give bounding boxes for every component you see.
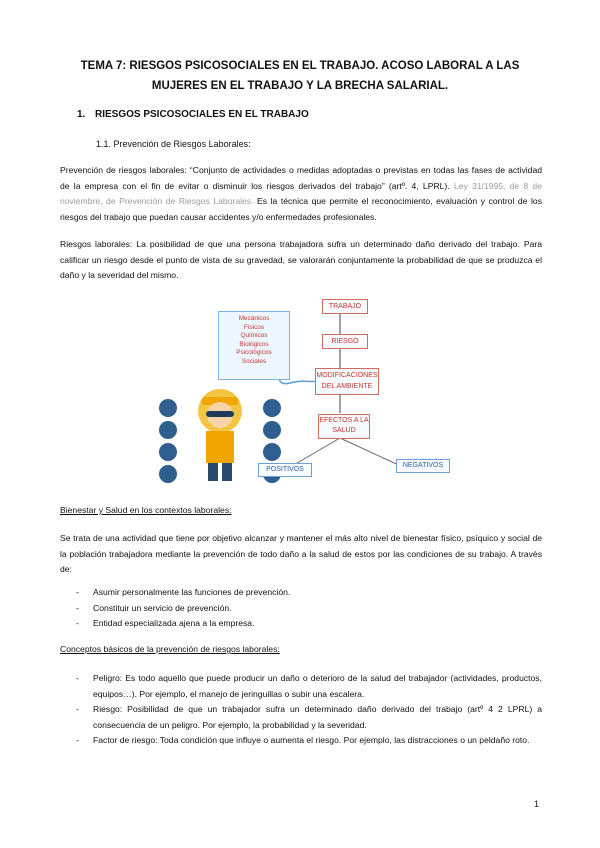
risk-type: Biológicos	[239, 340, 269, 348]
list-item: - Peligro: Es todo aquello que puede producir un daño o deterioro de la salud del trabajador (actividades, productos, equipos…). Por ejemplo, el manejo de jeringuillas o subir una escalera.	[60, 671, 542, 702]
node-trabajo: TRABAJO	[322, 299, 368, 314]
worker-illustration	[198, 389, 242, 481]
subsection-heading: 1.1. Prevención de Riesgos Laborales:	[96, 139, 251, 149]
section-number: 1.	[77, 109, 86, 120]
node-modificaciones: MODIFICACIONES DEL AMBIENTE	[315, 368, 379, 395]
paragraph-tail: Es la técnica que permite el reconocimiento, evaluación y control de los riesgos del trabajo que puedan causar accidentes y/o enfermedades profesionales.	[60, 196, 542, 222]
paragraph-prevencion	[60, 163, 542, 225]
list-item: - Entidad especializada ajena a la empresa.	[60, 616, 542, 632]
section-heading-conceptos: Conceptos básicos de la prevención de riesgos laborales:	[60, 644, 280, 654]
list-item: - Riesgo: Posibilidad de que un trabajador sufra un determinado daño derivado del trabajo (artº 4 2 LPRL) a consecuencia de un peligro. Por ejemplo, la probabilidad y la severidad.	[60, 702, 542, 733]
paragraph-bienestar: Se trata de una actividad que tiene por objetivo alcanzar y mantener el más alto nivel de bienestar físico, psíquico y social de la población trabajadora mediante la prevención de todo daño a la salud de estos por las condiciones de su trabajo. A través de:	[60, 533, 542, 574]
list-item: - Constituir un servicio de prevención.	[60, 601, 542, 617]
risk-type: Sociales	[241, 357, 267, 365]
paragraph-riesgos: Riesgos laborales: La posibilidad de que una persona trabajadora sufra un determinado daño derivado del trabajo. Para calificar un riesgo desde el punto de vista de su gravedad, se valorarán conjuntamente la probabilidad de que se produzca el daño y la severidad del mismo.	[60, 239, 542, 280]
conceptos-list	[60, 671, 542, 749]
risk-type: Físicos	[243, 323, 265, 331]
law-reference: Ley 31/1995, de 8 de noviembre, de Prevención de Riesgos Laborales.	[60, 180, 542, 206]
node-efectos: EFECTOS A LA SALUD	[318, 414, 370, 439]
section-title: RIESGOS PSICOSOCIALES EN EL TRABAJO	[95, 109, 309, 120]
bienestar-list	[60, 585, 542, 632]
risk-diagram	[150, 293, 450, 488]
page-number: 1	[534, 799, 540, 809]
paragraph-label: Prevención de riesgos laborales:	[60, 165, 187, 175]
node-negativos: NEGATIVOS	[396, 459, 450, 473]
list-item: - Asumir personalmente las funciones de prevención.	[60, 585, 542, 601]
section-heading-bienestar: Bienestar y Salud en los contextos laborales:	[60, 505, 232, 515]
node-positivos: POSITIVOS	[258, 463, 312, 477]
section-heading-1	[77, 109, 309, 120]
document-title: TEMA 7: RIESGOS PSICOSOCIALES EN EL TRABAJO. ACOSO LABORAL A LAS MUJERES EN EL TRABAJO Y LA BRECHA SALARIAL.	[80, 60, 520, 92]
risk-type: Químicos	[240, 332, 268, 340]
risk-types-box	[218, 311, 290, 380]
paragraph-quote: “Conjunto de actividades o medidas adoptadas o previstas en todas las fases de actividad de la empresa con el fin de evitar o disminuir los riesgos derivados del trabajo” (artº. 4, LPRL).	[60, 165, 542, 191]
list-item: - Factor de riesgo: Toda condición que influye o aumenta el riesgo. Por ejemplo, las distracciones o un peldaño roto.	[60, 733, 542, 749]
risk-type: Psicológicos	[236, 349, 272, 357]
node-riesgo: RIESGO	[322, 334, 368, 349]
risk-type: Mecánicos	[238, 315, 270, 322]
